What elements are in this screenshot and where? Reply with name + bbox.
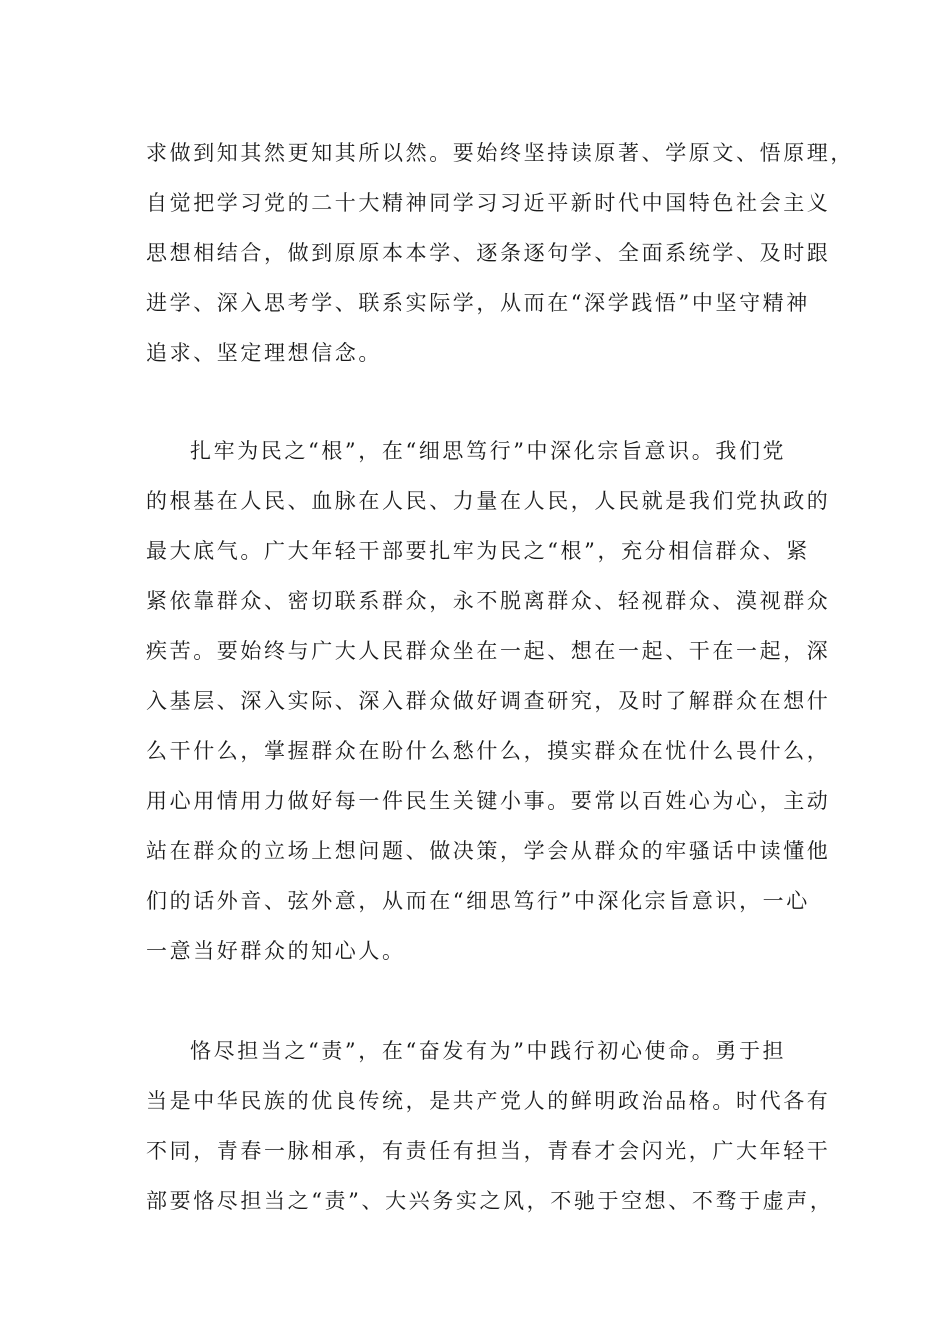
paragraph-1-line-2: 自觉把学习党的二十大精神同学习习近平新时代中国特色社会主义 bbox=[146, 191, 831, 215]
paragraph-3-line-4: 部要恪尽担当之“责”、大兴务实之风，不驰于空想、不骛于虚声， bbox=[146, 1189, 834, 1213]
paragraph-3 bbox=[146, 1026, 834, 1226]
paragraph-2 bbox=[146, 426, 831, 976]
paragraph-1 bbox=[146, 128, 854, 378]
paragraph-2-line-7: 么干什么，掌握群众在盼什么愁什么，摸实群众在忧什么畏什么， bbox=[146, 739, 831, 763]
paragraph-2-line-8: 用心用情用力做好每一件民生关键小事。要常以百姓心为心，主动 bbox=[146, 789, 831, 813]
paragraph-3-line-3: 不同，青春一脉相承，有责任有担当，青春才会闪光，广大年轻干 bbox=[146, 1139, 831, 1163]
paragraph-3-line-2: 当是中华民族的优良传统，是共产党人的鲜明政治品格。时代各有 bbox=[146, 1089, 831, 1113]
paragraph-1-line-4: 进学、深入思考学、联系实际学，从而在“深学践悟”中坚守精神 bbox=[146, 291, 810, 315]
paragraph-2-line-9: 站在群众的立场上想问题、做决策，学会从群众的牢骚话中读懂他 bbox=[146, 839, 831, 863]
paragraph-1-line-1: 求做到知其然更知其所以然。要始终坚持读原著、学原文、悟原理， bbox=[146, 141, 854, 165]
paragraph-1-line-5: 追求、坚定理想信念。 bbox=[146, 341, 382, 365]
paragraph-2-line-11: 一意当好群众的知心人。 bbox=[146, 939, 406, 963]
paragraph-2-line-3: 最大底气。广大年轻干部要扎牢为民之“根”，充分相信群众、紧 bbox=[146, 539, 810, 563]
paragraph-2-line-10: 们的话外音、弦外意，从而在“细思笃行”中深化宗旨意识，一心 bbox=[146, 889, 810, 913]
paragraph-2-line-6: 入基层、深入实际、深入群众做好调查研究，及时了解群众在想什 bbox=[146, 689, 831, 713]
paragraph-3-line-1: 恪尽担当之“责”，在“奋发有为”中践行初心使命。勇于担 bbox=[190, 1039, 787, 1063]
paragraph-2-line-5: 疾苦。要始终与广大人民群众坐在一起、想在一起、干在一起，深 bbox=[146, 639, 831, 663]
paragraph-1-line-3: 思想相结合，做到原原本本学、逐条逐句学、全面系统学、及时跟 bbox=[146, 241, 831, 265]
paragraph-2-line-2: 的根基在人民、血脉在人民、力量在人民，人民就是我们党执政的 bbox=[146, 489, 831, 513]
paragraph-2-line-1: 扎牢为民之“根”，在“细思笃行”中深化宗旨意识。我们党 bbox=[190, 439, 787, 463]
paragraph-2-line-4: 紧依靠群众、密切联系群众，永不脱离群众、轻视群众、漠视群众 bbox=[146, 589, 831, 613]
